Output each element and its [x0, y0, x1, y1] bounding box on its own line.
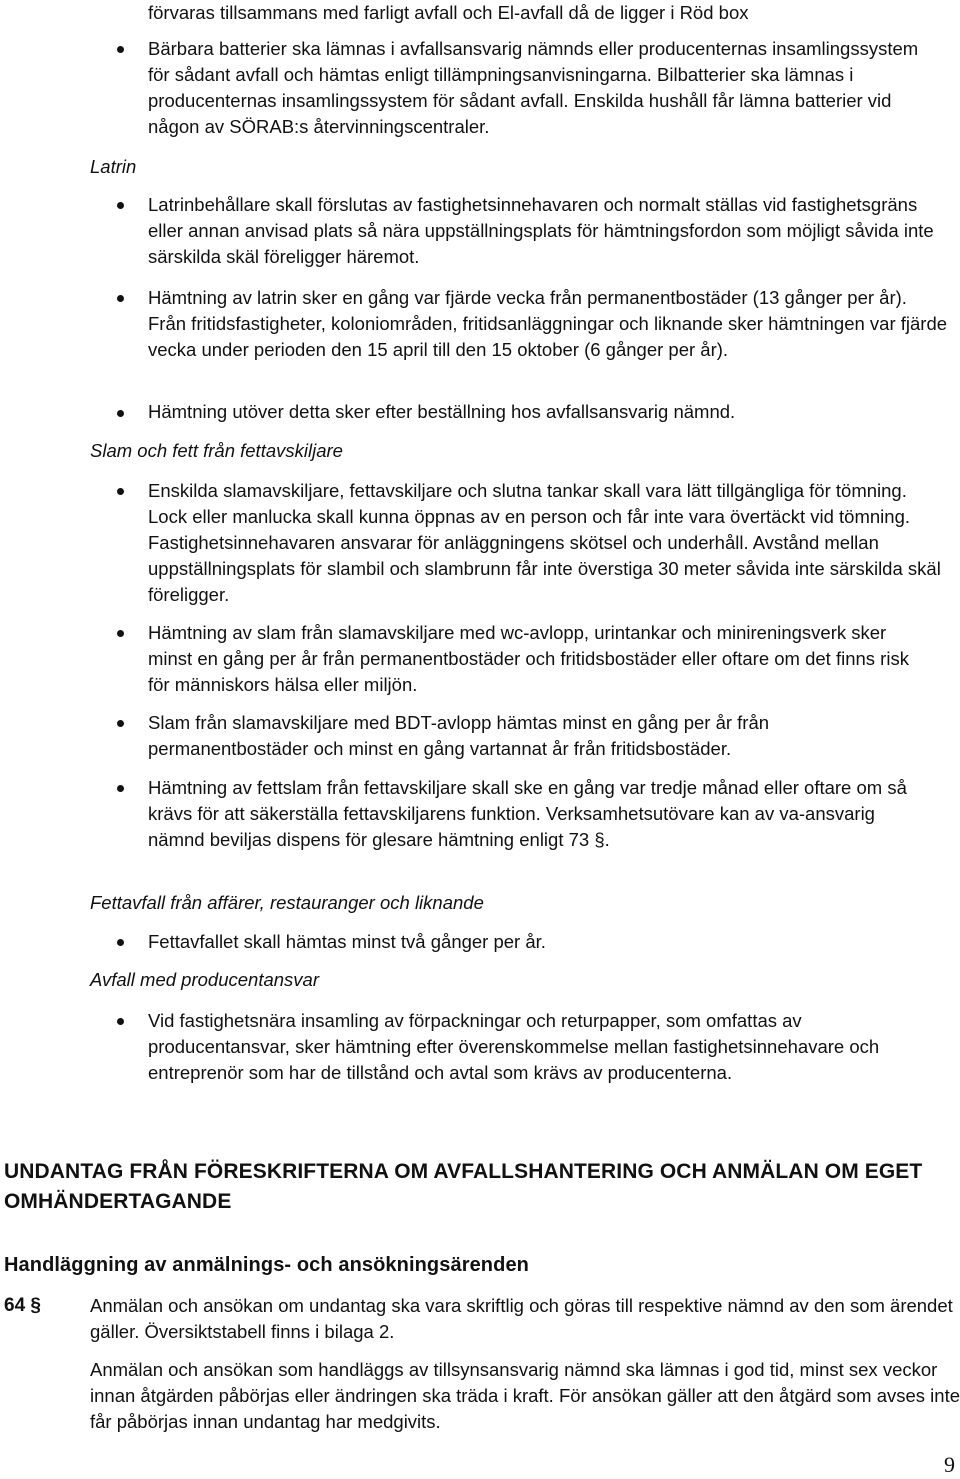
latrin-item-2: Hämtning av latrin sker en gång var fjärde vecka från permanentbostäder (13 gånger per år). Från fritidsfastigheter, koloniområden, fritidsanläggningar och liknande sker hämtningen var fjärde vecka under perioden den 15 april till den 15 oktober (6 gånger per år). — [148, 287, 948, 360]
main-heading: UNDANTAG FRÅN FÖRESKRIFTERNA OM AVFALLSHANTERING OCH ANMÄLAN OM EGET OMHÄNDERTAGANDE — [4, 1160, 923, 1213]
bullet-icon — [117, 46, 124, 53]
bullet-icon — [117, 1018, 124, 1025]
bullet-icon — [117, 785, 124, 792]
bullet-icon — [117, 630, 124, 637]
latrin-heading: Latrin — [90, 156, 137, 177]
bullet-icon — [117, 202, 124, 209]
section-paragraph-2: Anmälan och ansökan som handläggs av tillsynsansvarig nämnd ska lämnas i god tid, minst sex veckor innan åtgärden påbörjas eller ändringen ska träda i kraft. För ansökan gäller att den åtgärd som avses inte får påbörjas innan undantag har medgivits. — [90, 1359, 960, 1432]
section-number: 64 § — [4, 1295, 41, 1316]
slam-item-3: Slam från slamavskiljare med BDT-avlopp hämtas minst en gång per år från permanentbostäder och minst en gång vartannat år från fritidsbostäder. — [148, 712, 770, 759]
producentansvar-item-1: Vid fastighetsnära insamling av förpackningar och returpapper, som omfattas av producentansvar, sker hämtning efter överenskommelse mellan fastighetsinnehavare och entreprenör som har de tillstånd och avtal som krävs av producenterna. — [148, 1010, 880, 1083]
page-number: 9 — [944, 1452, 955, 1477]
continuation-line: förvaras tillsammans med farligt avfall och El-avfall då de ligger i Röd box — [148, 2, 749, 23]
slam-item-4: Hämtning av fettslam från fettavskiljare skall ske en gång var tredje månad eller oftare om så krävs för att säkerställa fettavskiljarens funktion. Verksamhetsutövare kan av va-ansvarig nämnd beviljas dispens för glesare hämtning enligt 73 §. — [148, 777, 907, 850]
slam-item-1: Enskilda slamavskiljare, fettavskiljare och slutna tankar skall vara lätt tillgängliga för tömning. Lock eller manlucka skall kunna öppnas av en person och får inte vara övertäckt vid tömning. Fastighetsinnehavaren ansvarar för anläggningens skötsel och underhåll. Avstånd mellan uppställningsplats för slambil och slambrunn får inte överstiga 30 meter såvida inte särskilda skäl föreligger. — [148, 480, 941, 605]
section-paragraph-1: Anmälan och ansökan om undantag ska vara skriftlig och göras till respektive nämnd av den som ärendet gäller. Översiktstabell finns i bilaga 2. — [90, 1295, 953, 1342]
slam-item-2: Hämtning av slam från slamavskiljare med wc-avlopp, urintankar och minireningsverk sker minst en gång per år från permanentbostäder och fritidsbostäder eller oftare om det finns risk för människors hälsa eller miljön. — [148, 622, 909, 695]
bullet-icon — [117, 410, 124, 417]
sub-heading: Handläggning av anmälnings- och ansökningsärenden — [4, 1254, 529, 1276]
producentansvar-heading: Avfall med producentansvar — [90, 969, 319, 990]
bullet-icon — [117, 720, 124, 727]
fettavfall-item-1: Fettavfallet skall hämtas minst två gånger per år. — [148, 931, 546, 952]
latrin-item-3: Hämtning utöver detta sker efter beställning hos avfallsansvarig nämnd. — [148, 401, 736, 422]
bullet-icon — [117, 295, 124, 302]
batteries-paragraph: Bärbara batterier ska lämnas i avfallsansvarig nämnds eller producenternas insamlingssystem för sådant avfall och hämtas enligt tillämpningsanvisningarna. Bilbatterier ska lämnas i producenternas insamlingssystem för sådant avfall. Enskilda hushåll får lämna batterier vid någon av SÖRAB:s återvinningscentraler. — [148, 38, 919, 137]
bullet-icon — [117, 488, 124, 495]
fettavfall-heading: Fettavfall från affärer, restauranger och liknande — [90, 892, 484, 913]
latrin-item-1: Latrinbehållare skall förslutas av fastighetsinnehavaren och normalt ställas vid fastighetsgräns eller annan anvisad plats så nära uppställningsplats för hämtningsfordon som möjligt såvida inte särskilda skäl föreligger häremot. — [148, 194, 934, 267]
bullet-icon — [117, 939, 124, 946]
slam-heading: Slam och fett från fettavskiljare — [90, 440, 343, 461]
